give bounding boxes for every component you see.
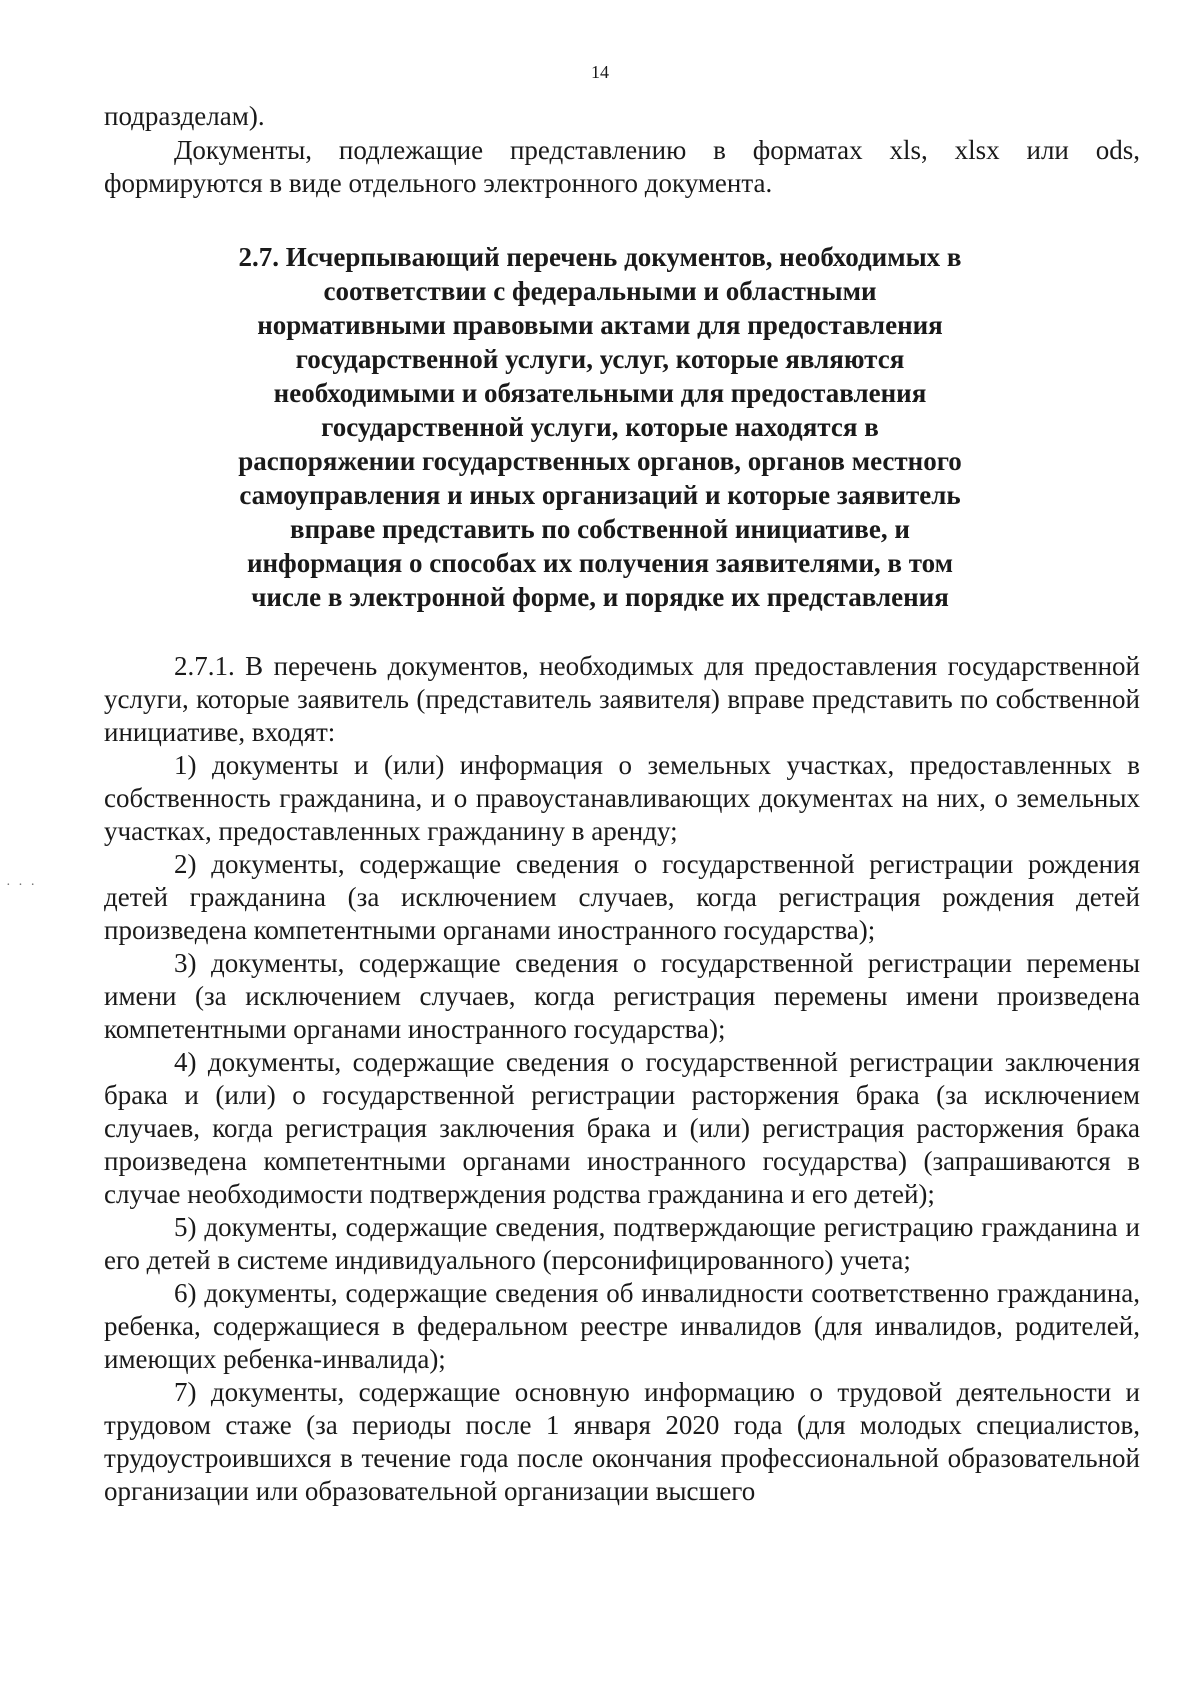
scan-margin-mark: · · · [6,878,37,893]
list-item-1: 1) документы и (или) информация о земельных участках, предоставленных в собственность гражданина, и о правоустанавливающих документах на них, о земельных участках, предоставленных гражданину в аренду; [104,750,1140,846]
section-body [104,650,1140,1508]
page-number: 14 [591,62,609,82]
list-item-7: 7) документы, содержащие основную информацию о трудовой деятельности и трудовом стаже (за периоды после 1 января 2020 года (для молодых специалистов, трудоустроившихся в течение года после окончания профессиональной образовательной организации или образовательной организации высшего [104,1377,1140,1506]
list-item-5: 5) документы, содержащие сведения, подтверждающие регистрацию гражданина и его детей в системе индивидуального (персонифицированного) учета; [104,1212,1140,1275]
paragraph-2-7-1: 2.7.1. В перечень документов, необходимых для предоставления государственной услуги, которые заявитель (представитель заявителя) вправе представить по собственной инициативе, входят: [104,651,1140,747]
list-item-2: 2) документы, содержащие сведения о государственной регистрации рождения детей гражданина (за исключением случаев, когда регистрация рождения детей произведена компетентными органами иностранного государства); [104,849,1140,945]
intro-continuation: подразделам). [104,101,265,131]
list-item-4: 4) документы, содержащие сведения о государственной регистрации заключения брака и (или) о государственной регистрации расторжения брака (за исключением случаев, когда регистрация заключения брака и (или) регистрация расторжения брака произведена компетентными органами иностранного государства) (запрашиваются в случае необходимости подтверждения родства гражданина и его детей); [104,1047,1140,1209]
intro-block [104,100,1140,200]
section-heading: 2.7. Исчерпывающий перечень документов, необходимых в соответствии с федеральными и областными нормативными правовыми актами для предоставления государственной услуги, услуг, которые являются необходимыми и обязательными для предоставления государственной услуги, которые находятся в распоряжении государственных органов, органов местного самоуправления и иных организаций и которые заявитель вправе представить по собственной инициативе, и информация о способах их получения заявителями, в том числе в электронной форме, и порядке их представления [238,242,962,612]
list-item-3: 3) документы, содержащие сведения о государственной регистрации перемены имени (за исключением случаев, когда регистрация перемены имени произведена компетентными органами иностранного государства); [104,948,1140,1044]
list-item-6: 6) документы, содержащие сведения об инвалидности соответственно гражданина, ребенка, содержащиеся в федеральном реестре инвалидов (для инвалидов, родителей, имеющих ребенка-инвалида); [104,1278,1140,1374]
intro-paragraph: Документы, подлежащие представлению в форматах xls, xlsx или ods, формируются в виде отдельного электронного документа. [104,135,1140,198]
